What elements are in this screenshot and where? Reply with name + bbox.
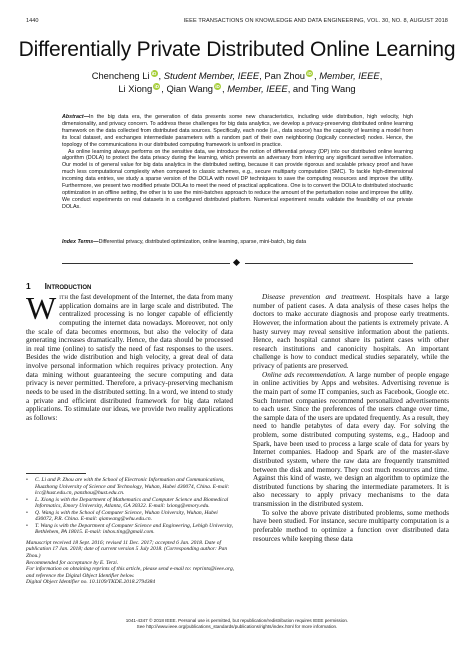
- affiliation-footnote: • L. Xiong is with the Department of Mathematics and Computer Science and Biomedical Informatics, Emory University, Atlanta, GA 30322. E-mail: lxiong@emory.edu.: [26, 496, 229, 510]
- copyright-notice: [0, 618, 474, 630]
- author-role: Student Member, IEEE: [163, 70, 260, 81]
- page-number: 1440: [26, 18, 39, 24]
- author-role: Member, IEEE: [319, 70, 380, 81]
- orcid-icon[interactable]: iD: [151, 71, 157, 76]
- author-name: Chencheng Li: [91, 70, 150, 81]
- bullet-icon: •: [26, 509, 28, 516]
- author-list: Chencheng Li iD , Student Member, IEEE, Pan Zhou iD , Member, IEEE, Li Xiong iD , Qian Wang iD , Member, IEEE, and Ting Wang: [91, 70, 383, 94]
- manuscript-info: [26, 540, 236, 586]
- footnotes: [26, 477, 236, 586]
- bullet-icon: •: [26, 496, 28, 503]
- first-word: ith: [59, 293, 69, 301]
- affiliation-footnote: • Q. Wang is with the School of Computer Science, Wuhan University, Wuhan, Hubei 430072, P.R. China. E-mail: qianwang@whu.edu.cn.: [26, 509, 218, 523]
- affiliation-footnote: • C. Li and P. Zhou are with the School of Electronic Information and Communications, Huazhong University of Science and Technology, Wuhan, Hubei 430074, China. E-mail: lcc@hust.edu.cn, panzhou@hust.edu.cn.: [26, 477, 230, 497]
- doi: Digital Object Identifier no. 10.1109/TKDE.2018.2794384: [26, 579, 156, 586]
- section-title: Introduction: [44, 281, 92, 291]
- paragraph-lead: Disease prevention and treatment.: [262, 293, 371, 301]
- footnote-rule: [26, 473, 86, 474]
- orcid-icon[interactable]: iD: [307, 71, 312, 76]
- author-name: Li Xiong: [118, 82, 153, 94]
- divider-line: [245, 263, 413, 264]
- journal-header: IEEE TRANSACTIONS ON KNOWLEDGE AND DATA ENGINEERING, VOL. 30, NO. 8, AUGUST 2018: [183, 18, 448, 24]
- body-paragraph: To solve the above private distributed problems, some methods have been studied. For instance, secure multiparty computation is a preferable method to optimize a function over distributed data resources while keeping these data: [253, 508, 449, 543]
- abstract-paragraph: As online learning always performs on the sensitive data, we introduce the notion of differential privacy (DP) into our distributed online learning algorithm (DOLA) to protect the data privacy during the learning, which prevents an adversary from inferring any significant sensitive information. Our model is of general value for big data analytics in the distributed setting, because it can provide rigorous and scalable privacy proof and have much less computational complexity when compared to classic schemes, e.g., secure multiparty computation (SMC). To tackle high-dimensional incoming data entries, we study a sparse version of the DOLA with novel DP techniques to save the computing resources and improve the utility. Furthermore, we present two modified private DOLAs to meet the need of practical applications. One is to convert the DOLA to distributed stochastic optimization in an offline setting, the other is to use the mini-batches approach to reduce the amount of the perturbation noise and improve the utility. We conduct experiments on real datasets in a configured distributed platform. Numerical experiment results validate the feasibility of our private DOLAs.: [62, 148, 413, 210]
- abstract-label: Abstract: [62, 114, 84, 120]
- author-name: Pan Zhou: [264, 70, 306, 81]
- index-terms-text: Differential privacy, distributed optimization, online learning, sparse, mini-batch, big data: [98, 239, 307, 245]
- divider-line: [62, 263, 230, 264]
- recommended-by: Recommended for acceptance by E. Terzi.: [26, 559, 119, 566]
- left-column: [26, 281, 233, 422]
- diamond-icon: [233, 258, 240, 265]
- affiliation-footnote: • T. Wang is with the Department of Computer Science and Engineering, Lehigh University, Bethlehem, PA 18015. E-mail: inbox.ting@gmail.com.: [26, 522, 234, 536]
- author-and: and: [292, 82, 309, 94]
- orcid-icon[interactable]: iD: [215, 83, 220, 89]
- running-header: [26, 18, 448, 28]
- orcid-icon[interactable]: iD: [154, 83, 160, 89]
- intro-paragraph: With the fast development of the Internet, the data from many application domains are in large scale and distributed. The centralized processing is no longer capable of efficiently computing the internet data nowadays. Moreover, not only the scale of data becomes enormous, but also the velocity of data generating increases dramatically. Hence, the data should be processed in real time (online) to satisfy the need of fast responses to the users. Besides the wide distribution and high velocity, a great deal of data involve personal information which requires privacy protection. Any data mining without guaranteeing the secure computing and data privacy is never permitted. Therefore, a privacy-preserving mechanism needs to be used in the distributed setting. In a word, we intend to study a private and efficient distributed framework for big data related applications. To stimulate our ideas, we provide two reality applications as follows:: [26, 290, 234, 422]
- drop-cap: W: [26, 290, 57, 326]
- right-column: [253, 293, 449, 543]
- paragraph-lead: Online ads recommendation.: [262, 370, 347, 379]
- paper-title: Differentially Private Distributed Online Learning: [18, 38, 456, 61]
- author-name: Ting Wang: [311, 82, 356, 94]
- bullet-icon: •: [26, 522, 28, 529]
- bullet-icon: •: [26, 477, 28, 483]
- reprints-note: For information on obtaining reprints of this article, please send e-mail to: reprints@ieee.org, and reference the Digital Object Identifier below.: [26, 566, 235, 579]
- copyright-link[interactable]: See http://www.ieee.org/publications_standards/publications/rights/index.html for more information.: [136, 623, 338, 629]
- author-name: Qian Wang: [166, 82, 214, 94]
- index-terms: Index Terms—Differential privacy, distributed optimization, online learning, sparse, mini-batch, big data: [62, 239, 307, 245]
- copyright-line: 1041-4347 © 2018 IEEE. Personal use is permitted, but republication/redistribution requires IEEE permission.: [125, 618, 349, 623]
- section-heading: [26, 281, 233, 292]
- section-number: 1: [26, 281, 31, 291]
- abstract-paragraph: In the big data era, the generation of data presents some new characteristics, including wide distribution, high velocity, high dimensionality, and privacy concern. To address these challenges for big data analytics, we develop a privacy-preserving distributed online learning framework on the data collected from distributed data sources. Specifically, each node (i.e., data source) has the capacity of learning a model from its local dataset, and exchanges intermediate parameters with a random part of their own neighboring (logically connected) nodes. Hence, the topology of the communications in our distributed computing framework is unfixed in practice.: [62, 114, 413, 148]
- application-paragraph: Online ads recommendation. A large number of people engage in online activities by Apps and websites. Advertising revenue is the main part of some IT companies, such as Facebook, Google etc. Such Internet companies recommend personalized advertisements to each user. Since the preferences of the users change over time, the sample data of the users are updated frequently. As a result, they need to handle petabytes of data every day. For solving the problem, some distributed computing systems, e.g., Hadoop and Spark, have been used to process a large scale of data for years by Internet companies. Hadoop and Spark are of the master-slave distributed system, where the raw data are frequently transmitted between the disk and memory. They cost much resources and time. Against this kind of waste, we design an algorithm to optimize the distributed functions by sharing the intermediate parameters. It is also necessary to apply privacy mechanisms to the data transmission in the distributed system.: [253, 370, 449, 508]
- abstract: Abstract—In the big data era, the generation of data presents some new characteristics, including wide distribution, high velocity, high dimensionality, and privacy concern. To address these challenges for big data analytics, we develop a privacy-preserving distributed online learning framework on the data collected from distributed data sources. Specifically, each node (i.e., data source) has the capacity of learning a model from its local dataset, and exchanges intermediate parameters with a random part of their own neighboring (logically connected) nodes. Hence, the topology of the communications in our distributed computing framework is unfixed in practice. As online learning always performs on the sensitive data, we introduce the notion of differential privacy (DP) into our distributed online learning algorithm (DOLA) to protect the data privacy during the learning, which prevents an adversary from inferring any significant sensitive information. Our model is of general value for big data analytics in the distributed setting, because it can provide rigorous and scalable privacy proof and have much less computational complexity when compared to classic schemes, e.g., secure multiparty computation (SMC). To tackle high-dimensional incoming data entries, we study a sparse version of the DOLA with novel DP techniques to save the computing resources and improve the utility. Furthermore, we present two modified private DOLAs to meet the need of practical applications. One is to convert the DOLA to distributed stochastic optimization in an offline setting, the other is to use the mini-batches approach to reduce the amount of the perturbation noise and improve the utility. We conduct experiments on real datasets in a configured distributed platform. Numerical experiment results validate the feasibility of our private DOLAs.: [62, 114, 413, 210]
- manuscript-dates: Manuscript received 18 Sept. 2016; revised 11 Dec. 2017; accepted 6 Jan. 2018. Date of publication 17 Jan. 2018; date of current version 5 July 2018. (Corresponding author: Pan Zhou.): [26, 539, 228, 560]
- author-role: Member, IEEE: [227, 82, 288, 94]
- index-terms-label: Index Terms: [62, 239, 94, 245]
- section-divider: [62, 259, 413, 267]
- application-paragraph: Disease prevention and treatment. Hospitals have a large number of patient cases. A data analysis of these cases helps the doctors to make accurate diagnosis and propose early treatments. However, the information about the patients is extremely private. A hasty survey may reveal sensitive information about the patients. Hence, each hospital cannot share its patient cases with other research institutions and canonicity hospitals. An important challenge is how to conduct medical studies separately, while the privacy of patients are preserved.: [253, 293, 449, 370]
